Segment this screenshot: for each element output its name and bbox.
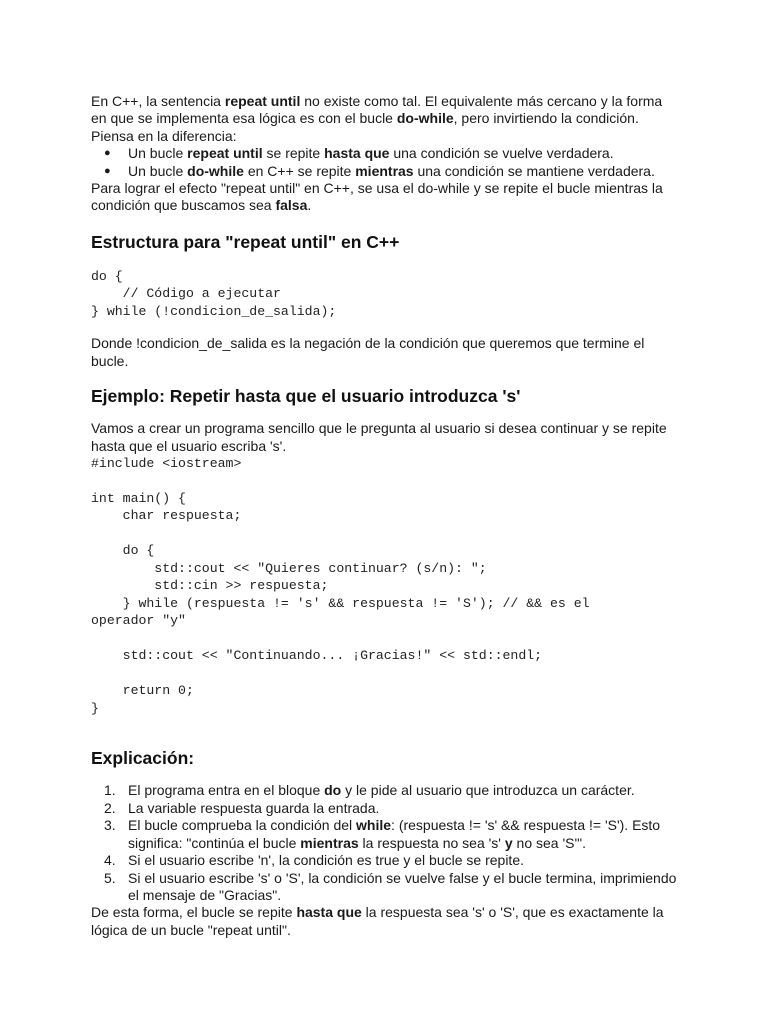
explanation-list [91, 782, 681, 904]
difference-list [91, 145, 681, 180]
example-code-block: #include <iostream> int main() { char respuesta; do { std::cout << "Quieres continuar? (s/n): "; std::cin >> respuesta; } while (respuesta != 's' && respuesta != 'S'); // && es el operador "y" std::cout << "Continuando... ¡Gracias!" << std::endl; return 0; } [91, 455, 590, 716]
list-item: 1. El programa entra en el bloque do y le pide al usuario que introduzca un carácter. [104, 782, 635, 799]
explanation-heading: Explicación: [91, 748, 195, 769]
example-heading: Ejemplo: Repetir hasta que el usuario introduzca 's' [91, 386, 521, 407]
structure-code-block: do { // Código a ejecutar } while (!condicion_de_salida); [91, 268, 337, 319]
example-description: Vamos a crear un programa sencillo que le pregunta al usuario si desea continuar y se repite hasta que el usuario escriba 's'. [91, 420, 667, 454]
intro-conclusion: Para lograr el efecto "repeat until" en C++, se usa el do-while y se repite el bucle mientras la condición que buscamos sea falsa. [91, 180, 663, 214]
list-item: 3. El bucle comprueba la condición del while: (respuesta != 's' && respuesta != 'S'). Esto significa: "continúa el bucle mientras la respuesta no sea 's' y no sea 'S'". [104, 817, 661, 851]
intro-paragraph: En C++, la sentencia repeat until no existe como tal. El equivalente más cercano y la forma en que se implementa esa lógica es con el bucle do-while, pero invirtiendo la condición. [91, 93, 663, 127]
list-item: ● Un bucle do-while en C++ se repite mientras una condición se mantiene verdadera. [91, 163, 681, 180]
structure-note: Donde !condicion_de_salida es la negación de la condición que queremos que termine el bucle. [91, 335, 645, 369]
list-item: 5. Si el usuario escribe 's' o 'S', la condición se vuelve false y el bucle termina, imprimiendo el mensaje de "Gracias". [104, 869, 677, 903]
document-page [91, 93, 681, 939]
intro-think-line: Piensa en la diferencia: [91, 127, 237, 144]
list-item: ● Un bucle repeat until se repite hasta que una condición se vuelve verdadera. [91, 145, 681, 162]
list-item: 2. La variable respuesta guarda la entrada. [104, 799, 380, 816]
list-item: 4. Si el usuario escribe 'n', la condición es true y el bucle se repite. [104, 852, 524, 869]
closing-paragraph: De esta forma, el bucle se repite hasta que la respuesta sea 's' o 'S', que es exactamente la lógica de un bucle "repeat until". [91, 904, 664, 938]
structure-heading: Estructura para "repeat until" en C++ [91, 231, 400, 252]
